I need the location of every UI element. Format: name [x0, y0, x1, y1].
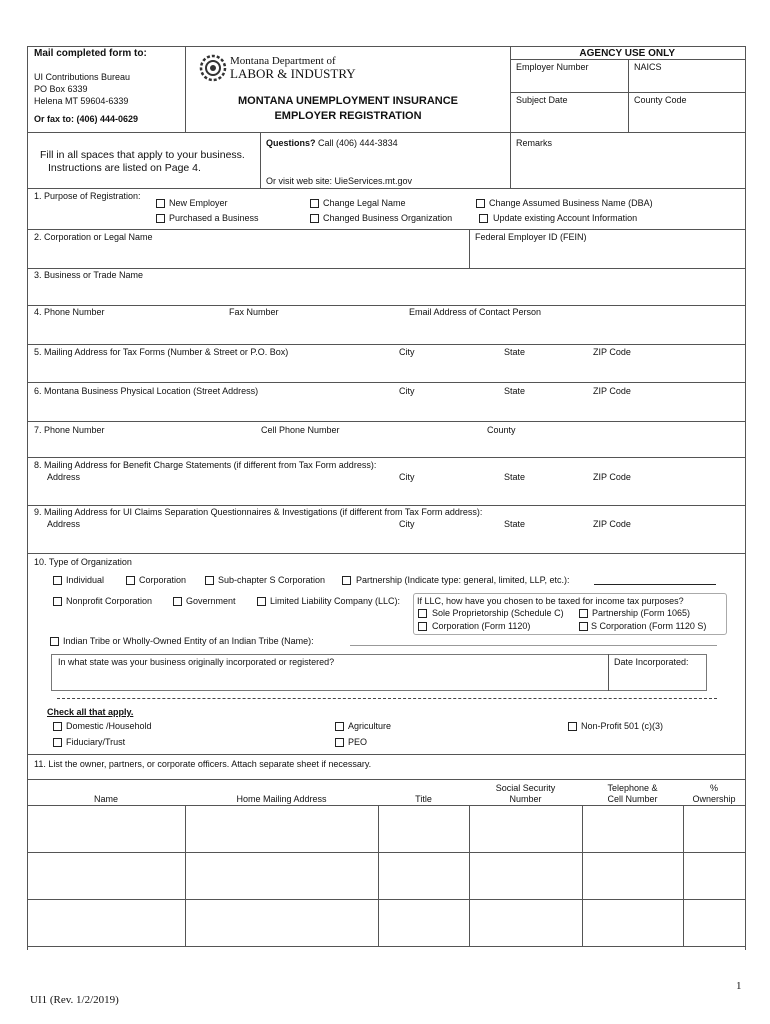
sec9-city-label: City [399, 519, 415, 529]
llc-question: If LLC, how have you chosen to be taxed for income tax purposes? [417, 596, 684, 606]
naics-label: NAICS [634, 62, 662, 72]
change-dba-checkbox[interactable] [476, 199, 485, 208]
nonprofit-501c3-label: Non-Profit 501 (c)(3) [581, 721, 664, 731]
sec9-state-label: State [504, 519, 526, 529]
nonprofit-checkbox[interactable] [53, 597, 62, 606]
sec4-phone-label: 4. Phone Number [34, 307, 105, 317]
sec5-state-label: State [504, 347, 526, 357]
incorporated-state-field[interactable] [54, 670, 605, 688]
sec4-fax-label: Fax Number [229, 307, 279, 317]
col-tel-header-1: Telephone & [607, 783, 658, 793]
nonprofit-501c3-checkbox[interactable] [568, 722, 577, 731]
sec4-email-label: Email Address of Contact Person [409, 307, 542, 317]
changed-organization-label: Changed Business Organization [323, 213, 453, 223]
domestic-checkbox[interactable] [53, 722, 62, 731]
partnership-label: Partnership (Indicate type: general, limited, LLP, etc.): [356, 575, 570, 585]
sec5-city-label: City [399, 347, 415, 357]
fiduciary-checkbox[interactable] [53, 738, 62, 747]
change-dba-label: Change Assumed Business Name (DBA) [489, 198, 653, 208]
agriculture-label: Agriculture [348, 721, 392, 731]
update-account-label: Update existing Account Information [493, 213, 638, 223]
individual-checkbox[interactable] [53, 576, 62, 585]
col-own-header-2: Ownership [692, 794, 736, 804]
col-name-header: Name [93, 794, 118, 804]
change-legal-name-checkbox[interactable] [310, 199, 319, 208]
website-line: Or visit web site: UieServices.mt.gov [266, 176, 413, 186]
table-row[interactable] [28, 900, 745, 946]
peo-label: PEO [348, 737, 368, 747]
sec7-cell-label: Cell Phone Number [261, 425, 340, 435]
agency-title: AGENCY USE ONLY [579, 48, 675, 59]
mail-line-3: Helena MT 59604-6339 [34, 96, 129, 106]
date-incorporated-field[interactable] [611, 670, 704, 688]
sec6-city-label: City [399, 386, 415, 396]
sec6-state-label: State [504, 386, 526, 396]
county-code-label: County Code [634, 95, 687, 105]
form-title-line-2: EMPLOYER REGISTRATION [274, 110, 422, 122]
sec5-label: 5. Mailing Address for Tax Forms (Number & Street or P.O. Box) [34, 347, 289, 357]
mail-line-2: PO Box 6339 [34, 84, 88, 94]
subchapter-s-label: Sub-chapter S Corporation [218, 575, 326, 585]
sec6-label: 6. Montana Business Physical Location (Street Address) [34, 386, 259, 396]
col-ssn-header-1: Social Security [495, 783, 556, 793]
form-top-border [27, 46, 745, 47]
changed-organization-checkbox[interactable] [310, 214, 319, 223]
trade-name-field[interactable] [30, 282, 742, 303]
col-address-header: Home Mailing Address [236, 794, 327, 804]
questions-line: Questions? Call (406) 444-3834 [266, 138, 398, 148]
col-title-header: Title [415, 794, 432, 804]
change-legal-name-label: Change Legal Name [323, 198, 406, 208]
instructions-line-2: Instructions are listed on Page 4. [48, 162, 201, 174]
table-row[interactable] [28, 806, 745, 852]
llc-label: Limited Liability Company (LLC): [270, 596, 401, 606]
sec8-city-label: City [399, 472, 415, 482]
fiduciary-label: Fiduciary/Trust [66, 737, 126, 747]
sec11-label: 11. List the owner, partners, or corporate officers. Attach separate sheet if necessary. [34, 759, 372, 769]
sec3-label: 3. Business or Trade Name [34, 270, 144, 280]
sole-prop-checkbox[interactable] [418, 609, 427, 618]
partnership-checkbox[interactable] [342, 576, 351, 585]
sec2-label: 2. Corporation or Legal Name [34, 232, 153, 242]
purchased-business-checkbox[interactable] [156, 214, 165, 223]
subchapter-s-checkbox[interactable] [205, 576, 214, 585]
government-checkbox[interactable] [173, 597, 182, 606]
new-employer-checkbox[interactable] [156, 199, 165, 208]
sec5-zip-label: ZIP Code [593, 347, 631, 357]
date-incorporated-label: Date Incorporated: [614, 657, 689, 667]
partnership-1065-label: Partnership (Form 1065) [592, 608, 691, 618]
indian-tribe-name-field[interactable] [350, 645, 717, 646]
s-corp-1120s-label: S Corporation (Form 1120 S) [591, 621, 707, 631]
indian-tribe-label: Indian Tribe or Wholly-Owned Entity of an Indian Tribe (Name): [63, 636, 314, 646]
indian-tribe-checkbox[interactable] [50, 637, 59, 646]
fein-label: Federal Employer ID (FEIN) [475, 232, 587, 242]
table-row[interactable] [28, 853, 745, 899]
form-id: UI1 (Rev. 1/2/2019) [30, 994, 119, 1006]
purchased-business-label: Purchased a Business [169, 213, 259, 223]
form-title-line-1: MONTANA UNEMPLOYMENT INSURANCE [238, 95, 458, 107]
mail-heading: Mail completed form to: [34, 48, 147, 59]
update-account-checkbox[interactable] [479, 214, 488, 223]
col-own-header-1: % [709, 783, 718, 793]
fein-field[interactable] [472, 244, 742, 266]
incorporated-state-label: In what state was your business originally incorporated or registered? [58, 657, 335, 667]
sec1-label: 1. Purpose of Registration: [34, 191, 141, 201]
individual-label: Individual [66, 575, 105, 585]
legal-name-field[interactable] [30, 244, 466, 266]
sec8-state-label: State [504, 472, 526, 482]
logo-line-1: Montana Department of [230, 55, 336, 67]
sec9-label: 9. Mailing Address for UI Claims Separation Questionnaires & Investigations (if different from Tax Form address): [34, 507, 483, 517]
partnership-1065-checkbox[interactable] [579, 609, 588, 618]
peo-checkbox[interactable] [335, 738, 344, 747]
page-number: 1 [736, 980, 742, 992]
nonprofit-label: Nonprofit Corporation [66, 596, 153, 606]
check-all-label: Check all that apply. [47, 707, 134, 717]
col-ssn-header-2: Number [509, 794, 542, 804]
sec8-address-label: Address [47, 472, 81, 482]
col-tel-header-2: Cell Number [607, 794, 658, 804]
logo-line-2: LABOR & INDUSTRY [230, 66, 356, 81]
llc-checkbox[interactable] [257, 597, 266, 606]
sec7-county-label: County [487, 425, 516, 435]
new-employer-label: New Employer [169, 198, 228, 208]
mail-line-1: UI Contributions Bureau [34, 72, 131, 82]
sec9-zip-label: ZIP Code [593, 519, 631, 529]
montana-dli-seal-icon [198, 53, 228, 83]
domestic-label: Domestic /Household [66, 721, 152, 731]
remarks-label: Remarks [516, 138, 553, 148]
corporation-checkbox[interactable] [126, 576, 135, 585]
dashed-separator [57, 698, 717, 699]
subject-date-label: Subject Date [516, 95, 568, 105]
sec8-zip-label: ZIP Code [593, 472, 631, 482]
instructions-line-1: Fill in all spaces that apply to your business. [40, 149, 245, 161]
form-right-border [745, 46, 746, 950]
corporation-label: Corporation [139, 575, 187, 585]
sec10-label: 10. Type of Organization [34, 557, 132, 567]
agriculture-checkbox[interactable] [335, 722, 344, 731]
government-label: Government [186, 596, 236, 606]
sole-prop-label: Sole Proprietorship (Schedule C) [432, 608, 564, 618]
corp-1120-checkbox[interactable] [418, 622, 427, 631]
s-corp-1120s-checkbox[interactable] [579, 622, 588, 631]
employer-number-label: Employer Number [516, 62, 589, 72]
sec8-label: 8. Mailing Address for Benefit Charge Statements (if different from Tax Form address): [34, 460, 377, 470]
fax-line: Or fax to: (406) 444-0629 [34, 114, 139, 124]
sec6-zip-label: ZIP Code [593, 386, 631, 396]
partnership-type-field[interactable] [594, 584, 716, 585]
sec9-address-label: Address [47, 519, 81, 529]
corp-1120-label: Corporation (Form 1120) [432, 621, 531, 631]
sec7-phone-label: 7. Phone Number [34, 425, 105, 435]
